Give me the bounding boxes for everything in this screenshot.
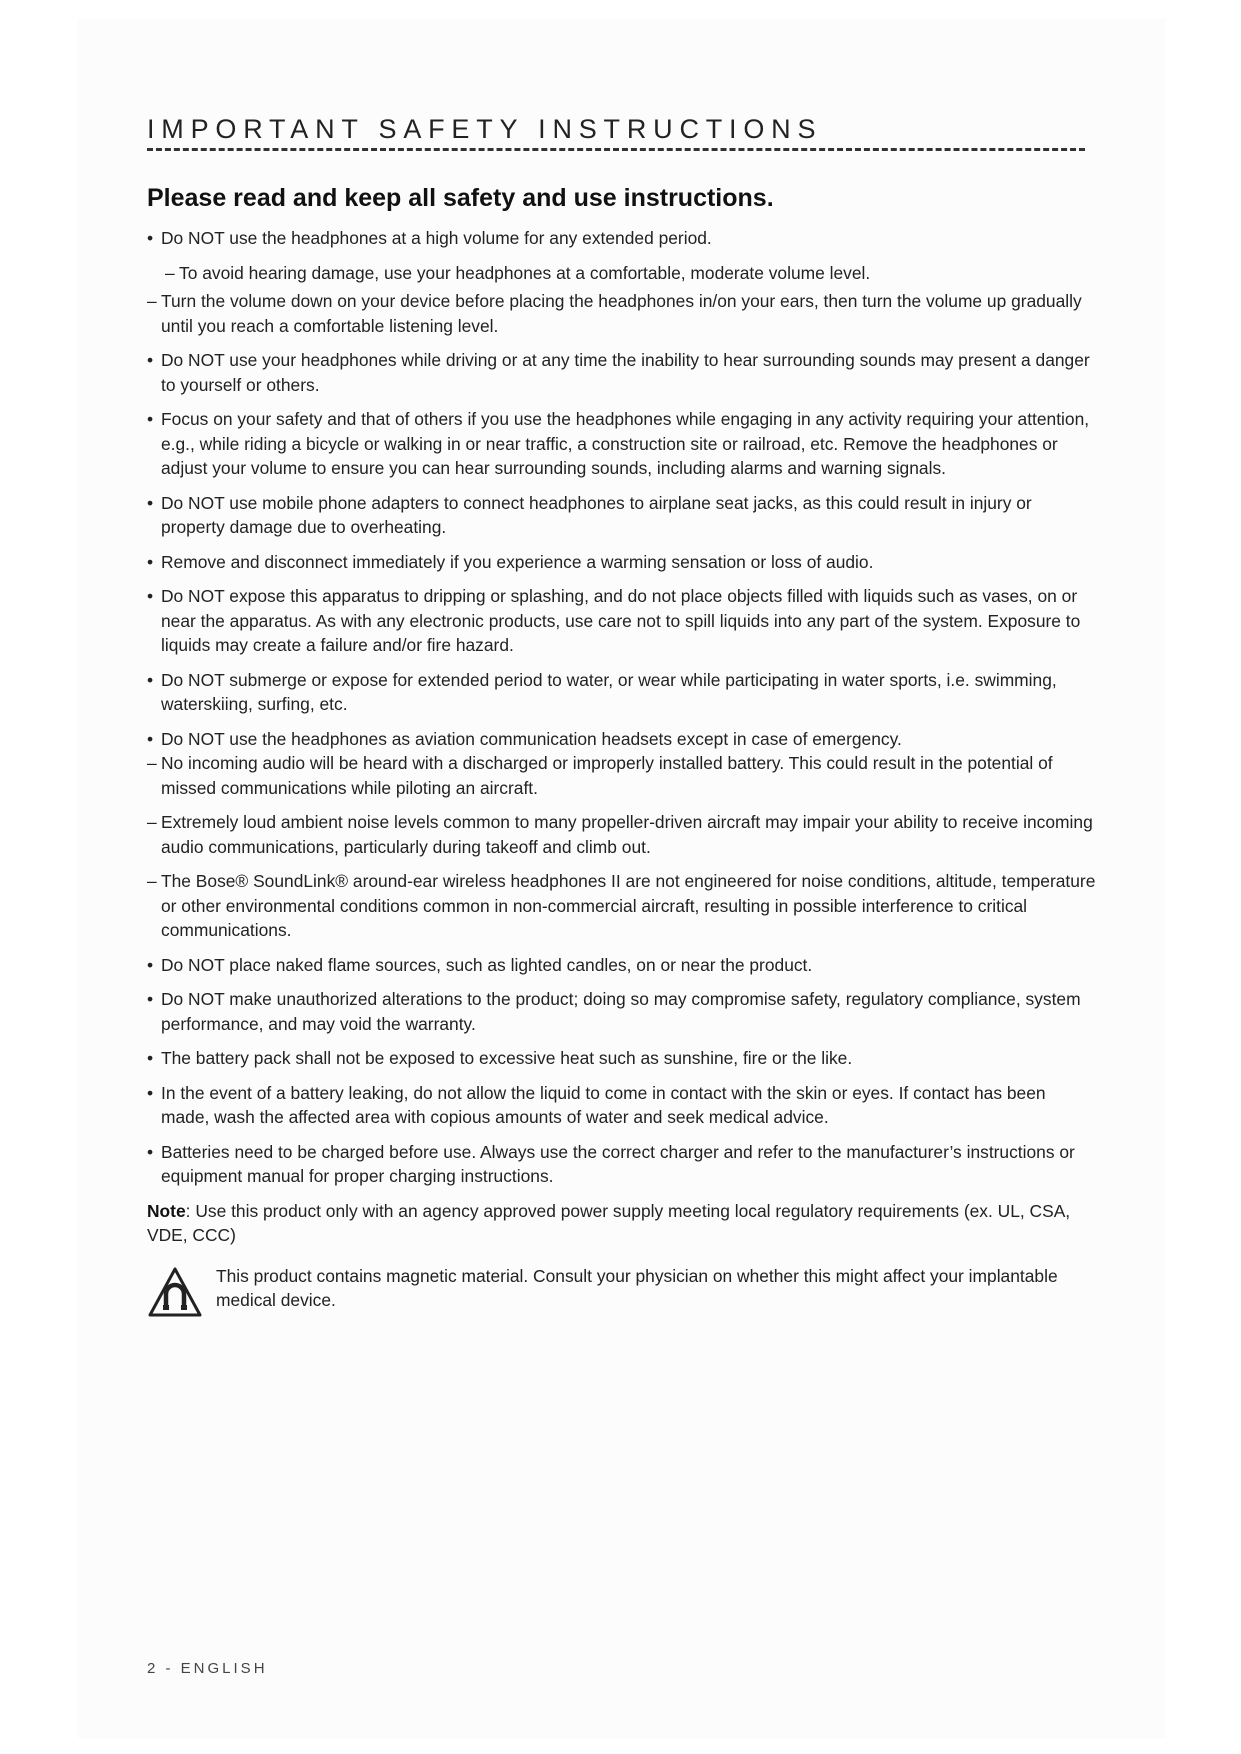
bullet: •: [147, 586, 154, 606]
note: [147, 1199, 1097, 1248]
note-text: : Use this product only with an agency approved power supply meeting local regulatory requirements (ex. UL, CSA, VDE, CCC): [147, 1200, 1071, 1245]
list-item-text: Do NOT submerge or expose for extended period to water, or wear while participating in water sports, i.e. swimming, waterskiing, surfing, etc.: [161, 669, 1057, 714]
list-item: [147, 727, 1097, 752]
list-item-text: Focus on your safety and that of others if you use the headphones while engaging in any activity requiring your attention, e.g., while riding a bicycle or walking in or near traffic, a construction site or railroad, etc. Remove the headphones or adjust your volume to ensure you can hear surrounding sounds, including alarms and warning signals.: [161, 409, 1090, 478]
list-item: [147, 289, 1097, 338]
bullet: •: [147, 350, 154, 370]
bullet: –: [147, 871, 157, 891]
list-item-text: Do NOT use the headphones at a high volume for any extended period.: [161, 228, 712, 248]
lead-heading: Please read and keep all safety and use instructions.: [147, 184, 774, 212]
list-item-text: Turn the volume down on your device before placing the headphones in/on your ears, then turn the volume up gradually until you reach a comfortable listening level.: [161, 291, 1082, 336]
list-item-text: Batteries need to be charged before use. Always use the correct charger and refer to the manufacturer’s instructions or equipment manual for proper charging instructions.: [161, 1141, 1075, 1186]
list-item: [147, 987, 1097, 1036]
instructions-body: [147, 226, 1097, 1322]
list-item-text: To avoid hearing damage, use your headphones at a comfortable, moderate volume level.: [179, 262, 871, 283]
list-item: [147, 584, 1097, 658]
list-item: [147, 491, 1097, 540]
page-footer: 2 - ENGLISH: [147, 1660, 268, 1677]
list-item-text: Remove and disconnect immediately if you experience a warming sensation or loss of audio.: [161, 551, 874, 572]
list-item-text: Do NOT expose this apparatus to dripping or splashing, and do not place objects filled with liquids such as vases, on or near the apparatus. As with any electronic products, use care not to spill liquids into any part of the system. Exposure to liquids may create a failure and/or fire hazard.: [161, 586, 1081, 655]
bullet: •: [147, 989, 154, 1009]
list-item: [147, 810, 1097, 859]
list-item: [147, 953, 1097, 978]
bullet: •: [147, 492, 154, 513]
list-item-text: Do NOT use mobile phone adapters to connect headphones to airplane seat jacks, as this could result in injury or property damage due to overheating.: [161, 492, 1032, 537]
bullet: –: [147, 291, 157, 311]
list-item: [147, 407, 1097, 481]
list-item: [165, 261, 1097, 286]
bullet: •: [147, 728, 154, 749]
list-item-text: Extremely loud ambient noise levels common to many propeller-driven aircraft may impair your ability to receive incoming audio communications, particularly during takeoff and climb out.: [161, 812, 1093, 857]
list-item: [147, 226, 1097, 251]
list-item: [147, 1140, 1097, 1189]
bullet: •: [147, 954, 154, 975]
list-item-text: Do NOT use the headphones as aviation communication headsets except in case of emergency.: [161, 728, 902, 749]
list-item-text: Do NOT place naked flame sources, such as lighted candles, on or near the product.: [161, 954, 813, 975]
bullet: •: [147, 1141, 154, 1162]
bullet: –: [147, 753, 157, 773]
list-item: [147, 751, 1097, 800]
bullet: •: [147, 1082, 154, 1103]
list-item: [147, 550, 1097, 575]
magnetic-warning-icon: [147, 1266, 203, 1318]
title-divider: [147, 148, 1085, 151]
magnetic-warning-text: This product contains magnetic material. Consult your physician on whether this might affect your implantable medical device.: [216, 1265, 1058, 1310]
bullet: •: [147, 669, 154, 690]
list-item-text: No incoming audio will be heard with a discharged or improperly installed battery. This could result in the potential of missed communications while piloting an aircraft.: [161, 753, 1053, 798]
bullet: –: [165, 262, 175, 283]
note-label: Note: [147, 1200, 186, 1221]
list-item-text: The battery pack shall not be exposed to excessive heat such as sunshine, fire or the like.: [161, 1048, 853, 1068]
list-item: [147, 348, 1097, 397]
bullet: –: [147, 812, 157, 832]
list-item-text: Do NOT use your headphones while driving or at any time the inability to hear surrounding sounds may present a danger to yourself or others.: [161, 350, 1090, 395]
list-item: [147, 1081, 1097, 1130]
list-item-text: Do NOT make unauthorized alterations to the product; doing so may compromise safety, regulatory compliance, system performance, and may void the warranty.: [161, 989, 1081, 1034]
magnetic-warning: [147, 1264, 1097, 1322]
bullet: •: [147, 409, 154, 429]
bullet: •: [147, 1048, 154, 1068]
list-item: [147, 1046, 1097, 1071]
bullet: •: [147, 551, 154, 572]
list-item: [147, 668, 1097, 717]
page-title: IMPORTANT SAFETY INSTRUCTIONS: [147, 114, 823, 144]
list-item-text: In the event of a battery leaking, do not allow the liquid to come in contact with the skin or eyes. If contact has been made, wash the affected area with copious amounts of water and seek medical advice.: [161, 1082, 1046, 1127]
bullet: •: [147, 228, 154, 248]
list-item: [147, 869, 1097, 943]
list-item-text: The Bose® SoundLink® around-ear wireless headphones II are not engineered for noise conditions, altitude, temperature or other environmental conditions common in non-commercial aircraft, resulting in possible interference to critical communications.: [161, 871, 1096, 940]
